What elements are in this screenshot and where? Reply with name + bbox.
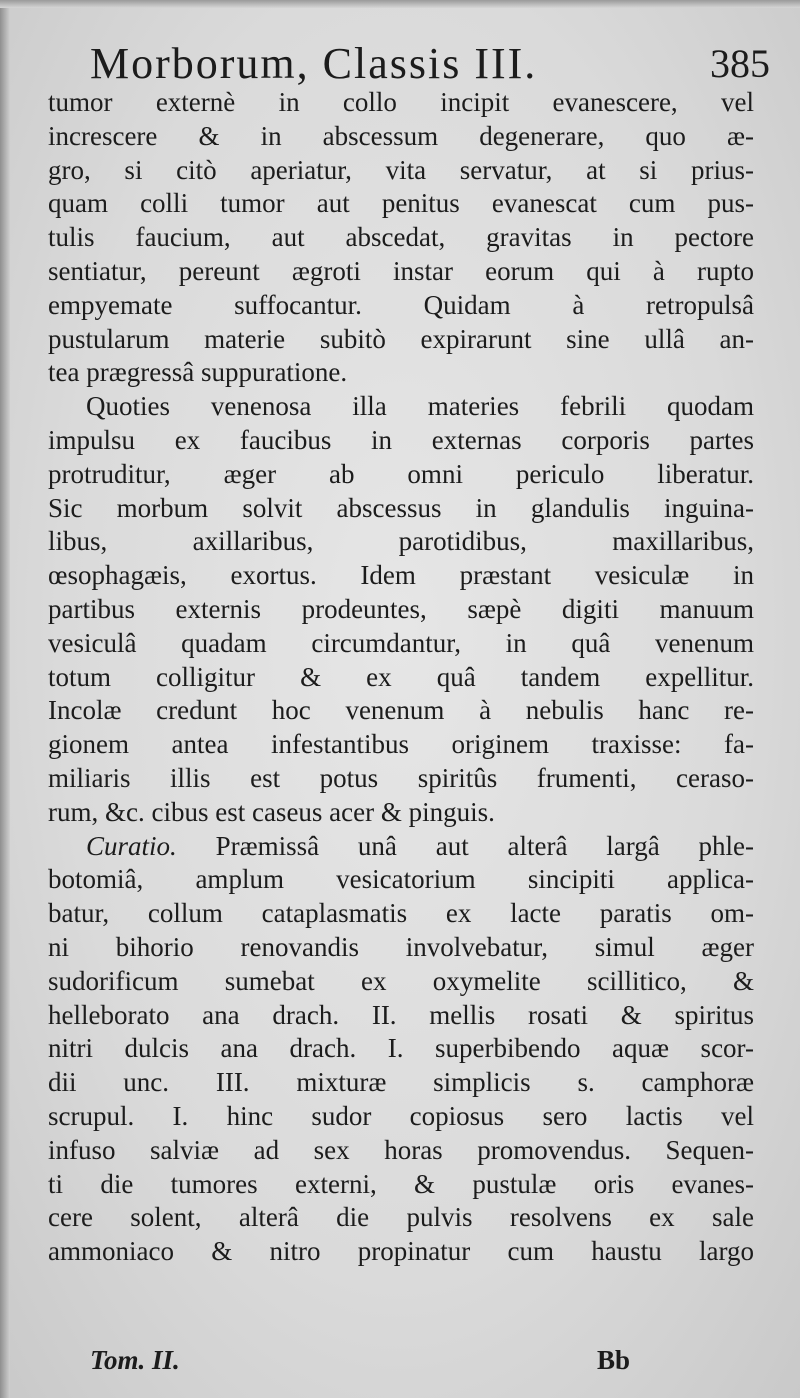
page-edge-shadow-left [0, 0, 10, 1398]
text-line: infuso salviæ ad sex horas promovendus. Sequen- [48, 1134, 754, 1165]
paragraph-2 [48, 390, 754, 829]
text-line: batur, collum cataplasmatis ex lacte paratis om- [48, 898, 754, 929]
page-edge-shadow-top [0, 0, 800, 8]
text-line: dii unc. III. mixturæ simplicis s. camphoræ [48, 1067, 754, 1098]
section-label-curatio: Curatio. [86, 830, 177, 861]
text-line: sentiatur, pereunt ægroti instar eorum qui à rupto [48, 255, 754, 286]
text-line: ni bihorio renovandis involvebatur, simul æger [48, 931, 754, 962]
text-line: impulsu ex faucibus in externas corporis partes [48, 424, 754, 455]
page-number: 385 [710, 41, 770, 86]
text-line: miliaris illis est potus spiritûs frumenti, ceraso- [48, 762, 754, 793]
body-text [48, 86, 754, 1269]
text-line: totum colligitur & ex quâ tandem expellitur. [48, 661, 754, 692]
text-line: nitri dulcis ana drach. I. superbibendo aquæ scor- [48, 1033, 754, 1064]
paragraph-1 [48, 86, 754, 390]
text-line: helleborato ana drach. II. mellis rosati & spiritus [48, 999, 754, 1030]
page-header [90, 38, 770, 90]
text-line: œsophagæis, exortus. Idem præstant vesiculæ in [48, 560, 754, 591]
text-line: cere solent, alterâ die pulvis resolvens ex sale [48, 1202, 754, 1233]
text-line: ammoniaco & nitro propinatur cum haustu largo [48, 1236, 754, 1267]
text-line: empyemate suffocantur. Quidam à retropulsâ [48, 289, 754, 320]
text-line: Quoties venenosa illa materies febrili quodam [86, 391, 754, 422]
text-line: protruditur, æger ab omni periculo liberatur. [48, 458, 754, 489]
text-line: tea prægressâ suppuratione. [48, 357, 348, 388]
page-footer [90, 1340, 630, 1380]
text-line: libus, axillaribus, parotidibus, maxillaribus, [48, 526, 754, 557]
text-line: Sic morbum solvit abscessus in glandulis inguina- [48, 492, 754, 523]
text-line: quam colli tumor aut penitus evanescat cum pus- [48, 188, 754, 219]
text-line: sudorificum sumebat ex oxymelite scillitico, & [48, 965, 754, 996]
text-line: scrupul. I. hinc sudor copiosus sero lactis vel [48, 1100, 754, 1131]
text-line: partibus externis prodeuntes, sæpè digiti manuum [48, 593, 754, 624]
running-title: Morborum, Classis III. [90, 39, 538, 88]
text-line: pustularum materie subitò expirarunt sine ullâ an- [48, 323, 754, 354]
text-line: vesiculâ quadam circumdantur, in quâ venenum [48, 627, 754, 658]
text-line [48, 830, 754, 864]
signature-mark: Bb [596, 1345, 630, 1375]
text-line: botomiâ, amplum vesicatorium sincipiti applica- [48, 864, 754, 895]
text-line-rest: Præmissâ unâ aut alterâ largâ phle- [215, 830, 754, 861]
text-line: ti die tumores externi, & pustulæ oris evanes- [48, 1168, 754, 1199]
paragraph-3 [48, 830, 754, 1269]
text-line: Incolæ credunt hoc venenum à nebulis hanc re- [48, 695, 754, 726]
text-line: tulis faucium, aut abscedat, gravitas in pectore [48, 222, 754, 253]
text-line: tumor externè in collo incipit evanescere, vel [48, 87, 754, 117]
text-line: gro, si citò aperiatur, vita servatur, at si prius- [48, 154, 754, 185]
text-line: gionem antea infestantibus originem traxisse: fa- [48, 729, 754, 760]
text-line: rum, &c. cibus est caseus acer & pinguis. [48, 796, 495, 827]
volume-label: Tom. II. [90, 1345, 180, 1375]
text-line: increscere & in abscessum degenerare, quo æ- [48, 120, 754, 151]
